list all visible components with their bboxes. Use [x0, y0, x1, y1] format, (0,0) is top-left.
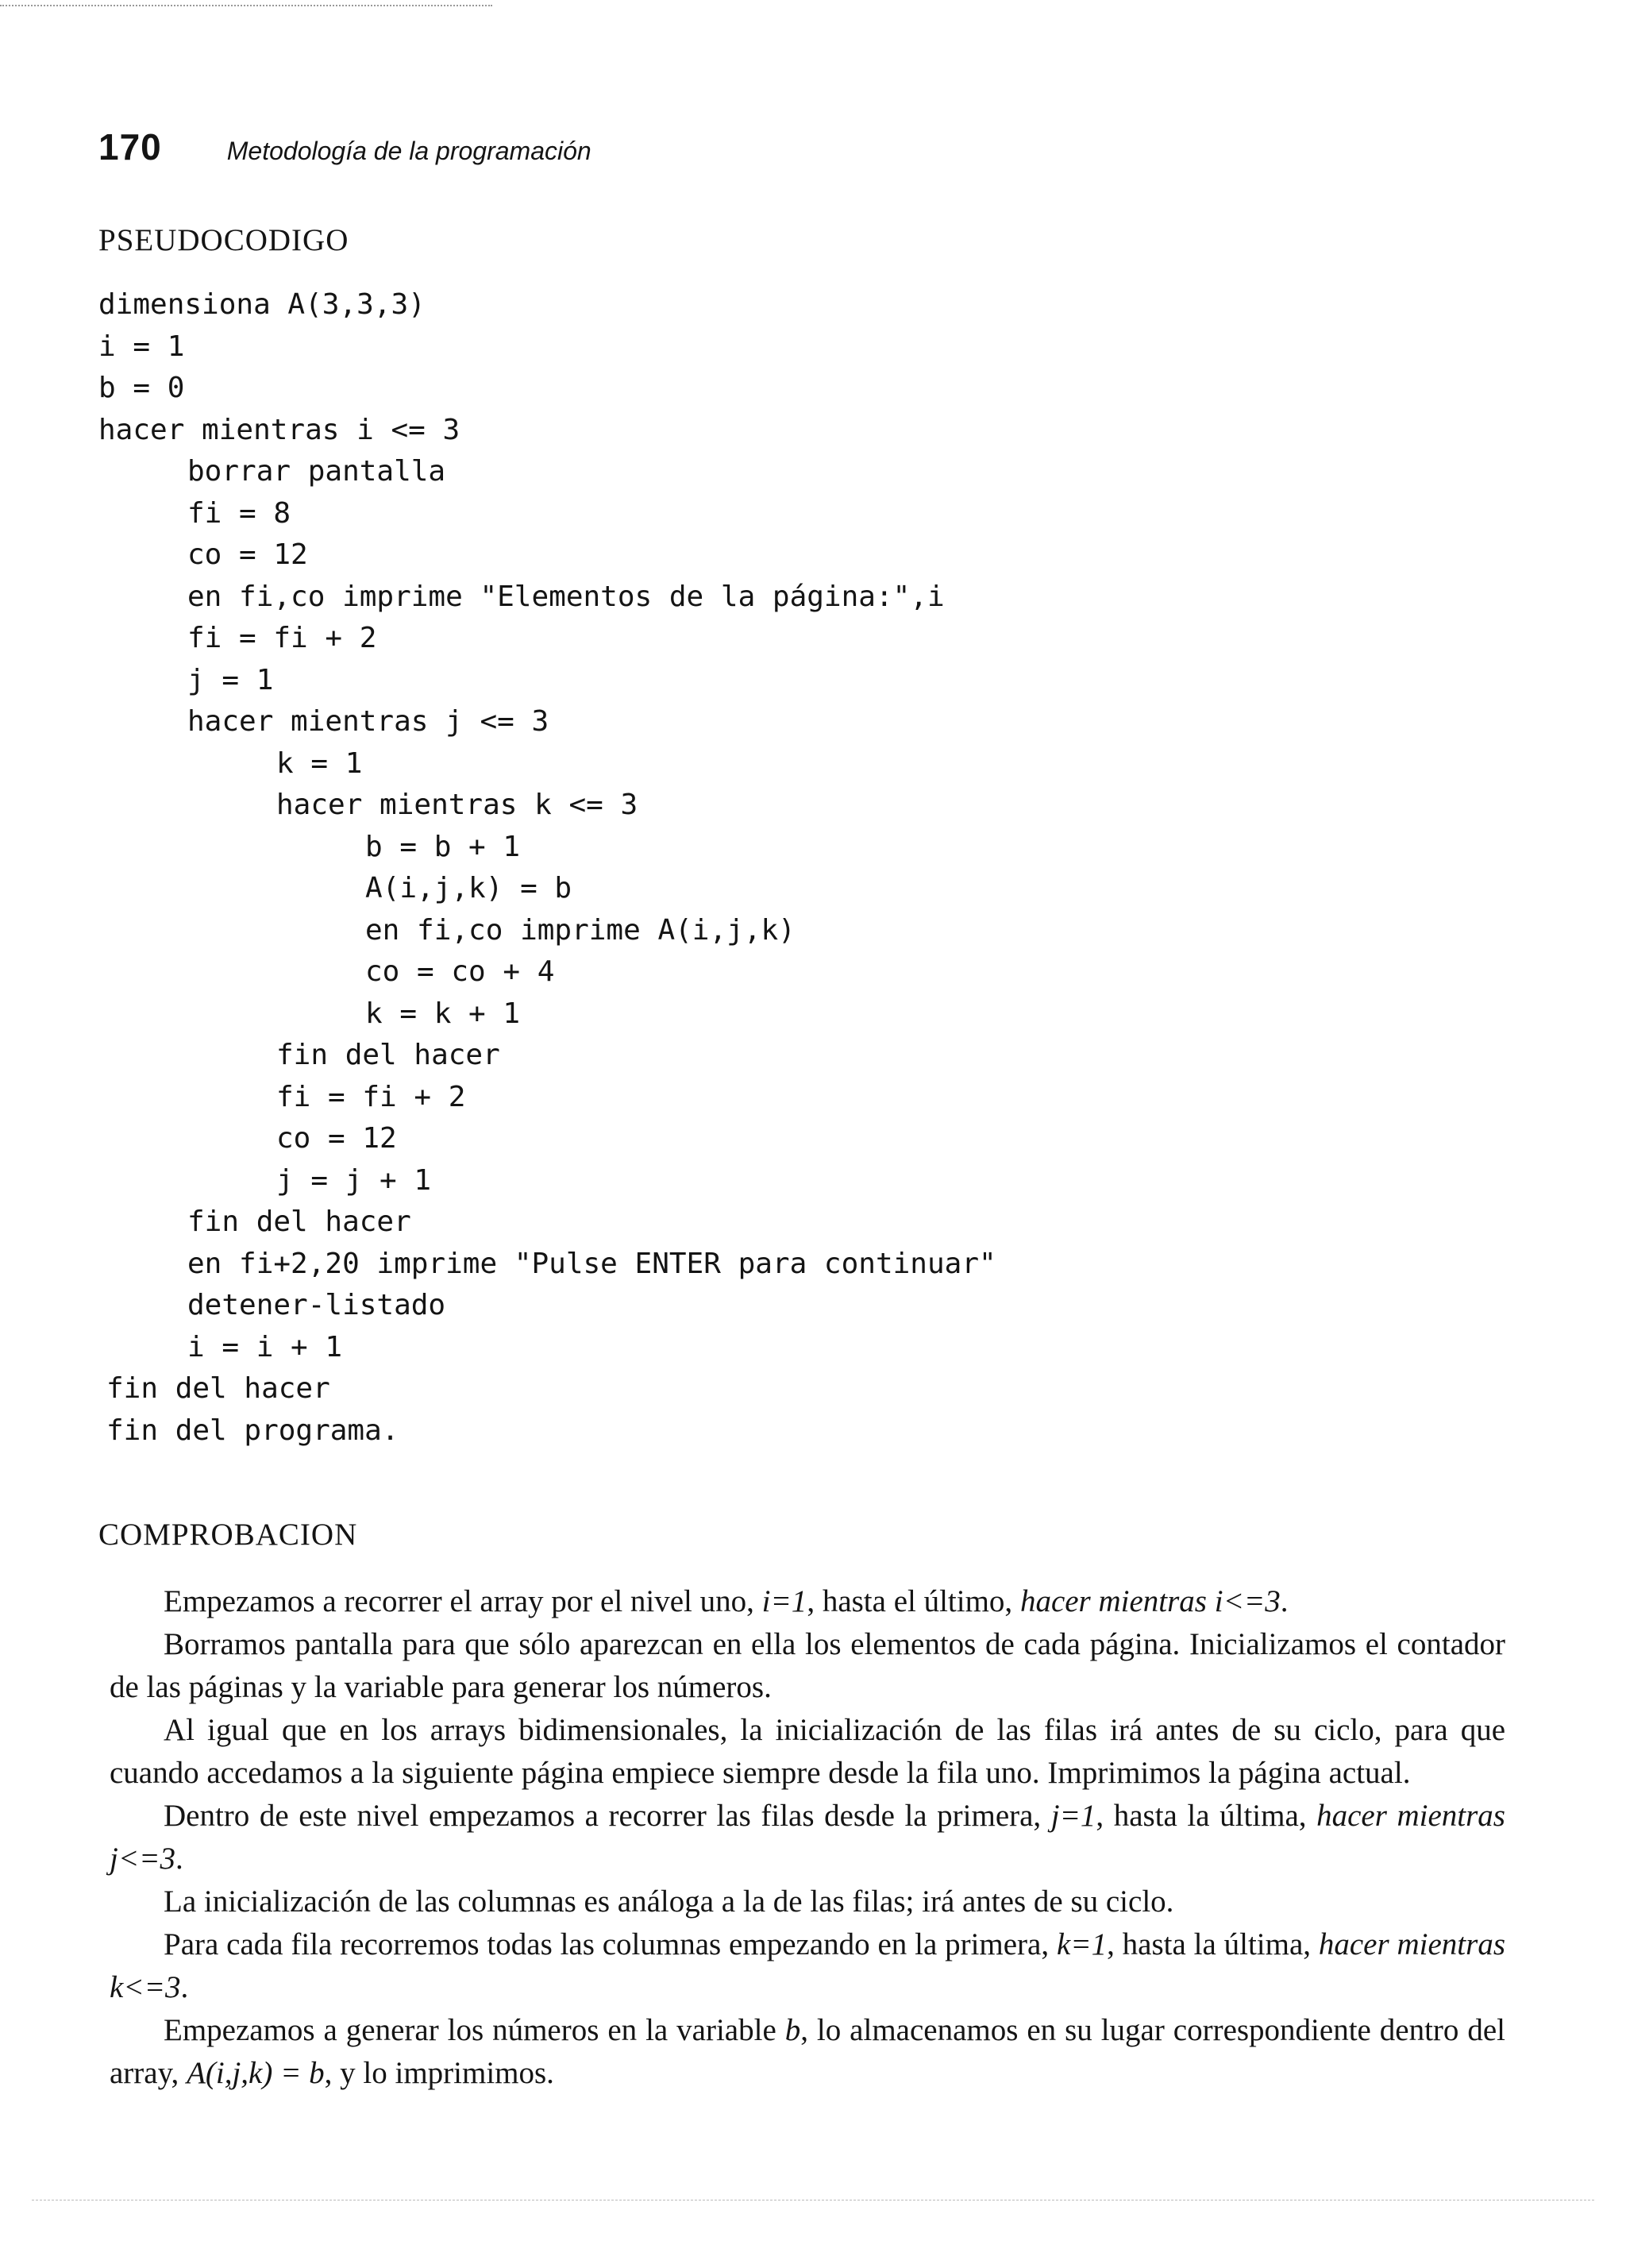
code-line: fin del programa. — [106, 1414, 399, 1447]
italic-run: hacer mientras i<=3 — [1019, 1584, 1281, 1618]
code-line: j = j + 1 — [276, 1163, 432, 1197]
code-line: dimensiona A(3,3,3) — [98, 288, 426, 321]
text-run: . — [175, 1842, 183, 1876]
code-line: A(i,j,k) = b — [365, 872, 572, 904]
code-line: fi = fi + 2 — [187, 622, 377, 654]
text-run: . — [1280, 1584, 1289, 1618]
text-run: , lo almacenamos en su lugar correspondiente dentro del array, — [110, 2013, 1505, 2090]
code-line: hacer mientras i <= 3 — [98, 413, 460, 446]
code-line: en fi,co imprime A(i,j,k) — [365, 913, 796, 947]
code-line: b = b + 1 — [365, 830, 521, 863]
code-line: co = 12 — [187, 538, 308, 571]
text-run: . — [180, 1970, 189, 2004]
code-line: en fi+2,20 imprime "Pulse ENTER para continuar" — [187, 1247, 996, 1280]
code-line: hacer mientras k <= 3 — [276, 789, 638, 821]
comprobacion-text — [110, 1580, 1505, 2095]
text-run: La inicialización de las columnas es análoga a la de las filas; irá antes de su ciclo. — [164, 1884, 1174, 1919]
text-run: Dentro de este nivel empezamos a recorrer las filas desde la primera, — [164, 1799, 1051, 1833]
paragraph — [110, 1709, 1505, 1795]
code-line: b = 0 — [98, 372, 185, 404]
text-run: Borramos pantalla para que sólo aparezcan en ella los elementos de cada página. Inicializamos el contador de las páginas y la variable para generar los números. — [110, 1627, 1505, 1704]
text-run: , hasta la última, — [1107, 1927, 1319, 1961]
code-line: fin del hacer — [276, 1039, 500, 1071]
paragraph — [110, 1623, 1505, 1709]
italic-run: k=1 — [1056, 1927, 1108, 1961]
code-line: hacer mientras j <= 3 — [187, 705, 549, 738]
text-run: , hasta la última, — [1096, 1799, 1317, 1833]
code-line: j = 1 — [187, 663, 274, 696]
code-line: fi = 8 — [187, 496, 291, 530]
code-line: co = co + 4 — [365, 955, 555, 988]
code-line: fin del hacer — [106, 1372, 330, 1405]
paragraph — [110, 1795, 1505, 1880]
text-run: Empezamos a generar los números en la variable — [164, 2013, 785, 2047]
code-line: borrar pantalla — [187, 455, 446, 488]
italic-run: hacer mientras k<=3 — [110, 1927, 1505, 2004]
pseudocode-title: PSEUDOCODIGO — [98, 223, 349, 257]
code-line: fin del hacer — [187, 1205, 411, 1238]
paragraph — [110, 1580, 1505, 1623]
code-line: k = 1 — [276, 746, 363, 780]
paragraph — [110, 2009, 1505, 2095]
code-line: k = k + 1 — [365, 997, 521, 1030]
running-title: Metodología de la programación — [226, 137, 591, 165]
code-line: i = i + 1 — [187, 1330, 343, 1364]
comprobacion-title: COMPROBACION — [98, 1518, 358, 1552]
italic-run: i=1 — [761, 1584, 807, 1618]
italic-run: hacer mientras j<=3 — [110, 1799, 1505, 1876]
page-number: 170 — [98, 126, 162, 168]
italic-run: A(i,j,k) = b — [187, 2056, 325, 2090]
italic-run: j=1 — [1050, 1799, 1096, 1833]
text-run: Para cada fila recorremos todas las columnas empezando en la primera, — [164, 1927, 1057, 1961]
paragraph — [110, 1880, 1505, 1923]
code-line: co = 12 — [276, 1122, 397, 1155]
text-run: , hasta el último, — [807, 1584, 1020, 1618]
text-run: Al igual que en los arrays bidimensionales, la inicialización de las filas irá antes de su ciclo, para que cuando accedamos a la siguiente página empiece siempre desde la fila uno. Imprimimos la página actual. — [110, 1713, 1505, 1790]
code-line: detener-listado — [187, 1289, 446, 1321]
scan-edge-dots — [0, 5, 492, 6]
code-line: fi = fi + 2 — [276, 1080, 466, 1113]
text-run: Empezamos a recorrer el array por el nivel uno, — [164, 1584, 762, 1618]
code-line: en fi,co imprime "Elementos de la página:",i — [187, 580, 945, 613]
code-line: i = 1 — [98, 330, 185, 363]
text-run: , y lo imprimimos. — [324, 2056, 554, 2090]
page-header — [98, 125, 591, 168]
italic-run: b — [784, 2013, 801, 2047]
paragraph — [110, 1923, 1505, 2009]
